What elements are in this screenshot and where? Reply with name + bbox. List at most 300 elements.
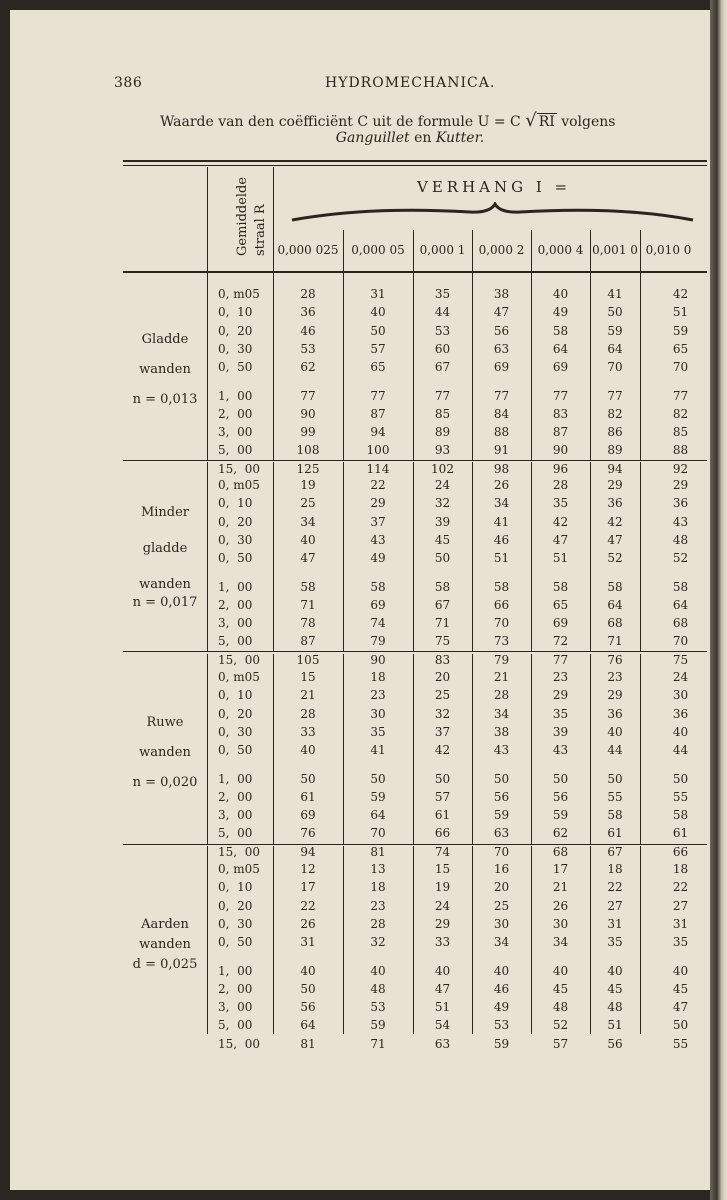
- coefficient-cell: 49: [552, 305, 569, 320]
- coefficient-cell: 25: [434, 688, 451, 703]
- coefficient-cell: 71: [607, 634, 623, 649]
- coefficient-cell: 22: [607, 880, 623, 895]
- running-title: HYDROMECHANICA.: [325, 75, 496, 91]
- coefficient-cell: 54: [434, 1018, 451, 1033]
- coefficient-cell: 71: [370, 1036, 386, 1051]
- coefficient-cell: 79: [370, 634, 386, 649]
- coefficient-cell: 52: [672, 551, 689, 566]
- coefficient-cell: 69: [300, 808, 316, 823]
- radius-value: 3, 00: [218, 808, 253, 823]
- radius-value: 0, m05: [218, 287, 260, 301]
- coefficient-cell: 87: [552, 425, 569, 440]
- coefficient-cell: 29: [370, 496, 386, 511]
- coefficient-cell: 40: [434, 963, 451, 978]
- coefficient-cell: 29: [434, 916, 451, 931]
- coefficient-cell: 24: [672, 670, 689, 684]
- coefficient-cell: 38: [493, 287, 510, 301]
- radius-value: 1, 00: [218, 579, 253, 594]
- coefficient-cell: 38: [493, 724, 510, 739]
- coefficient-cell: 62: [552, 826, 569, 841]
- rule-slope-col-1: [343, 654, 344, 845]
- radius-value: 2, 00: [218, 406, 253, 421]
- coefficient-cell: 59: [493, 808, 510, 823]
- caption-text-before: Waarde van den coëfficiënt C uit de formule U = C: [160, 114, 521, 130]
- coefficient-cell: 89: [434, 425, 451, 440]
- coefficient-cell: 90: [370, 652, 386, 667]
- coefficient-cell: 70: [607, 360, 623, 375]
- caption-and: en: [414, 130, 432, 146]
- coefficient-cell: 61: [672, 826, 689, 841]
- coefficient-cell: 22: [370, 478, 386, 492]
- coefficient-cell: 20: [434, 670, 451, 684]
- coefficient-cell: 40: [300, 743, 316, 758]
- radius-value: 0, 50: [218, 935, 253, 950]
- coefficient-cell: 63: [493, 826, 510, 841]
- coefficient-cell: 40: [552, 963, 569, 978]
- radius-value: 0, 50: [218, 360, 253, 375]
- coefficient-cell: 49: [493, 1000, 510, 1015]
- coefficient-cell: 58: [493, 579, 510, 594]
- coefficient-cell: 18: [370, 670, 386, 684]
- coefficient-cell: 114: [366, 461, 390, 476]
- coefficient-cell: 40: [672, 963, 689, 978]
- coefficient-cell: 77: [493, 388, 510, 403]
- coefficient-cell: 60: [434, 341, 451, 356]
- group-4-label-line: wanden: [139, 937, 191, 952]
- radius-value: 1, 00: [218, 388, 253, 403]
- rule-slope-head-4: [531, 230, 532, 271]
- coefficient-cell: 28: [493, 688, 510, 703]
- coefficient-cell: 59: [370, 1018, 386, 1033]
- group-1-label-line: n = 0,013: [132, 392, 198, 407]
- coefficient-cell: 26: [552, 898, 569, 913]
- coefficient-cell: 47: [434, 981, 451, 996]
- coefficient-cell: 53: [370, 1000, 386, 1015]
- slope-header-3: 0,000 1: [419, 243, 466, 257]
- coefficient-cell: 40: [300, 963, 316, 978]
- coefficient-cell: 50: [672, 771, 689, 786]
- coefficient-cell: 78: [300, 616, 316, 631]
- coefficient-cell: 64: [607, 341, 623, 356]
- coefficient-cell: 39: [552, 724, 569, 739]
- coefficient-cell: 20: [493, 880, 510, 895]
- coefficient-cell: 25: [493, 898, 510, 913]
- coefficient-cell: 23: [370, 688, 386, 703]
- coefficient-cell: 58: [552, 323, 569, 338]
- coefficient-cell: 82: [672, 406, 689, 421]
- coefficient-cell: 58: [607, 808, 623, 823]
- coefficient-cell: 59: [493, 1036, 510, 1051]
- coefficient-cell: 87: [300, 634, 316, 649]
- coefficient-cell: 77: [552, 388, 569, 403]
- coefficient-cell: 19: [434, 880, 451, 895]
- coefficient-cell: 94: [370, 425, 386, 440]
- coefficient-cell: 48: [672, 532, 689, 547]
- rule-radius-col: [273, 462, 274, 652]
- coefficient-cell: 67: [434, 597, 451, 612]
- coefficient-cell: 50: [300, 771, 316, 786]
- radius-value: 15, 00: [218, 461, 260, 476]
- coefficient-cell: 99: [300, 425, 316, 440]
- rule-slope-col-1: [343, 462, 344, 652]
- coefficient-cell: 43: [672, 514, 689, 529]
- coefficient-cell: 50: [300, 981, 316, 996]
- coefficient-cell: 49: [370, 551, 386, 566]
- coefficient-cell: 33: [434, 935, 451, 950]
- coefficient-cell: 25: [300, 496, 316, 511]
- coefficient-cell: 81: [300, 1036, 316, 1051]
- coefficient-cell: 86: [607, 425, 623, 440]
- radius-value: 0, m05: [218, 670, 260, 684]
- coefficient-cell: 51: [672, 305, 689, 320]
- coefficient-cell: 13: [370, 862, 386, 876]
- coefficient-cell: 64: [300, 1018, 316, 1033]
- coefficient-cell: 45: [552, 981, 569, 996]
- coefficient-cell: 77: [434, 388, 451, 403]
- coefficient-cell: 66: [672, 844, 689, 859]
- coefficient-cell: 29: [607, 478, 623, 492]
- book-page: [10, 10, 710, 1190]
- coefficient-cell: 47: [552, 532, 569, 547]
- coefficient-cell: 22: [300, 898, 316, 913]
- table-top-rule-thin: [123, 165, 707, 166]
- coefficient-cell: 31: [370, 287, 386, 301]
- group-3-label-line: n = 0,020: [132, 775, 198, 790]
- coefficient-cell: 40: [552, 287, 569, 301]
- coefficient-cell: 15: [434, 862, 451, 876]
- coefficient-cell: 29: [607, 688, 623, 703]
- coefficient-cell: 28: [370, 916, 386, 931]
- group-2-label-line: Minder: [140, 505, 190, 520]
- coefficient-cell: 61: [434, 808, 451, 823]
- coefficient-cell: 75: [672, 652, 689, 667]
- coefficient-cell: 41: [370, 743, 386, 758]
- coefficient-cell: 28: [300, 706, 316, 721]
- coefficient-cell: 45: [607, 981, 623, 996]
- coefficient-cell: 32: [370, 935, 386, 950]
- slope-header-5: 0,000 4: [537, 243, 584, 257]
- coefficient-cell: 34: [552, 935, 569, 950]
- coefficient-cell: 47: [493, 305, 510, 320]
- coefficient-cell: 83: [434, 652, 451, 667]
- coefficient-cell: 22: [672, 880, 689, 895]
- coefficient-cell: 51: [493, 551, 510, 566]
- coefficient-cell: 73: [493, 634, 510, 649]
- radius-value: 15, 00: [218, 1036, 260, 1051]
- rule-radius-col-head: [273, 167, 274, 271]
- coefficient-cell: 102: [431, 461, 454, 476]
- coefficient-cell: 69: [493, 360, 510, 375]
- coefficient-cell: 50: [434, 771, 451, 786]
- group-1-label-line: Gladde: [141, 332, 189, 347]
- coefficient-cell: 72: [552, 634, 569, 649]
- coefficient-cell: 36: [672, 706, 689, 721]
- header-brace: [290, 202, 695, 224]
- coefficient-cell: 50: [552, 771, 569, 786]
- coefficient-cell: 56: [493, 789, 510, 804]
- coefficient-cell: 50: [370, 323, 386, 338]
- coefficient-cell: 59: [607, 323, 623, 338]
- coefficient-cell: 58: [607, 579, 623, 594]
- coefficient-cell: 40: [493, 963, 510, 978]
- radius-value: 1, 00: [218, 771, 253, 786]
- coefficient-cell: 94: [607, 461, 623, 476]
- book-spine-edge: [710, 0, 727, 1200]
- coefficient-cell: 98: [493, 461, 510, 476]
- coefficient-cell: 87: [370, 406, 386, 421]
- rule-slope-head-2: [413, 230, 414, 271]
- coefficient-cell: 12: [300, 862, 316, 876]
- coefficient-cell: 35: [434, 287, 451, 301]
- coefficient-cell: 96: [552, 461, 569, 476]
- radius-value: 0, 20: [218, 514, 253, 529]
- coefficient-cell: 58: [300, 579, 316, 594]
- coefficient-cell: 43: [370, 532, 386, 547]
- coefficient-cell: 47: [300, 551, 316, 566]
- slope-header-1: 0,000 025: [277, 243, 339, 257]
- coefficient-cell: 50: [672, 1018, 689, 1033]
- coefficient-cell: 17: [300, 880, 316, 895]
- coefficient-cell: 52: [607, 551, 623, 566]
- coefficient-cell: 94: [300, 844, 316, 859]
- coefficient-cell: 76: [300, 826, 316, 841]
- coefficient-cell: 44: [434, 305, 451, 320]
- coefficient-cell: 42: [434, 743, 451, 758]
- radius-value: 5, 00: [218, 634, 253, 649]
- coefficient-cell: 57: [370, 341, 386, 356]
- radius-value: 5, 00: [218, 826, 253, 841]
- coefficient-cell: 31: [607, 916, 623, 931]
- coefficient-cell: 36: [672, 496, 689, 511]
- coefficient-cell: 37: [434, 724, 451, 739]
- coefficient-cell: 34: [493, 496, 510, 511]
- coefficient-cell: 30: [370, 706, 386, 721]
- coefficient-cell: 50: [434, 551, 451, 566]
- radius-header-line-2: straal R: [253, 204, 268, 256]
- caption-author-a: Ganguillet: [335, 130, 410, 146]
- coefficient-cell: 64: [672, 597, 689, 612]
- coefficient-cell: 28: [552, 478, 569, 492]
- coefficient-cell: 44: [672, 743, 689, 758]
- radius-value: 3, 00: [218, 616, 253, 631]
- coefficient-cell: 56: [493, 323, 510, 338]
- coefficient-cell: 50: [370, 771, 386, 786]
- coefficient-cell: 19: [300, 478, 316, 492]
- coefficient-cell: 59: [370, 789, 386, 804]
- coefficient-cell: 67: [607, 844, 623, 859]
- coefficient-cell: 45: [434, 532, 451, 547]
- coefficient-cell: 35: [370, 724, 386, 739]
- group-2-label-line: gladde: [142, 541, 188, 556]
- coefficient-cell: 74: [434, 844, 451, 859]
- coefficient-cell: 43: [552, 743, 569, 758]
- coefficient-cell: 65: [552, 597, 569, 612]
- coefficient-cell: 77: [607, 388, 623, 403]
- rule-slope-head-5: [590, 230, 591, 271]
- coefficient-cell: 81: [370, 844, 386, 859]
- coefficient-cell: 55: [607, 789, 623, 804]
- coefficient-cell: 39: [434, 514, 451, 529]
- coefficient-cell: 29: [672, 478, 689, 492]
- coefficient-cell: 23: [607, 670, 623, 684]
- coefficient-cell: 40: [370, 963, 386, 978]
- slope-header-2: 0,000 05: [351, 243, 405, 257]
- radius-header-line-1: Gemiddelde: [235, 176, 250, 256]
- coefficient-cell: 71: [434, 616, 451, 631]
- coefficient-cell: 90: [300, 406, 316, 421]
- coefficient-cell: 56: [300, 1000, 316, 1015]
- coefficient-cell: 21: [493, 670, 510, 684]
- radius-value: 1, 00: [218, 963, 253, 978]
- rule-label-col-head: [207, 167, 208, 271]
- coefficient-cell: 58: [434, 579, 451, 594]
- coefficient-cell: 37: [370, 514, 386, 529]
- coefficient-cell: 108: [296, 443, 320, 458]
- group-3-label-line: Ruwe: [146, 715, 184, 730]
- coefficient-cell: 55: [672, 789, 689, 804]
- coefficient-cell: 77: [672, 388, 689, 403]
- coefficient-cell: 36: [607, 496, 623, 511]
- table-header-rule: [123, 271, 707, 273]
- coefficient-cell: 46: [493, 981, 510, 996]
- coefficient-cell: 24: [434, 478, 451, 492]
- coefficient-cell: 66: [434, 826, 451, 841]
- coefficient-cell: 66: [493, 597, 510, 612]
- sqrt-expression: √ RI: [525, 110, 555, 131]
- radius-value: 0, 10: [218, 688, 253, 703]
- group-1-label-line: wanden: [139, 362, 191, 377]
- coefficient-cell: 65: [370, 360, 386, 375]
- coefficient-cell: 17: [552, 862, 569, 876]
- coefficient-cell: 40: [607, 724, 623, 739]
- coefficient-cell: 41: [493, 514, 510, 529]
- coefficient-cell: 40: [607, 963, 623, 978]
- caption-text-after: volgens: [561, 114, 616, 130]
- radius-value: 2, 00: [218, 789, 253, 804]
- coefficient-cell: 88: [493, 425, 510, 440]
- coefficient-cell: 68: [607, 616, 623, 631]
- coefficient-cell: 70: [672, 634, 689, 649]
- coefficient-cell: 70: [672, 360, 689, 375]
- radius-column-header: [217, 168, 277, 268]
- coefficient-cell: 71: [300, 597, 316, 612]
- coefficient-cell: 69: [552, 360, 569, 375]
- coefficient-cell: 21: [300, 688, 316, 703]
- coefficient-cell: 26: [300, 916, 316, 931]
- coefficient-cell: 35: [672, 935, 689, 950]
- rule-slope-col-1: [343, 271, 344, 461]
- coefficient-cell: 53: [493, 1018, 510, 1033]
- rule-slope-head-3: [472, 230, 473, 271]
- coefficient-cell: 64: [552, 341, 569, 356]
- radius-value: 3, 00: [218, 1000, 253, 1015]
- radius-value: 0, 20: [218, 898, 253, 913]
- radius-value: 0, 10: [218, 305, 253, 320]
- coefficient-cell: 57: [552, 1036, 569, 1051]
- caption-author-b: Kutter.: [435, 130, 485, 146]
- coefficient-cell: 63: [434, 1036, 451, 1051]
- coefficient-cell: 69: [370, 597, 386, 612]
- coefficient-cell: 35: [552, 496, 569, 511]
- coefficient-cell: 56: [552, 789, 569, 804]
- coefficient-cell: 47: [607, 532, 623, 547]
- coefficient-cell: 42: [672, 287, 689, 301]
- coefficient-cell: 32: [434, 706, 451, 721]
- rule-radius-col: [273, 654, 274, 845]
- coefficient-cell: 15: [300, 670, 316, 684]
- coefficient-cell: 40: [300, 532, 316, 547]
- radius-value: 5, 00: [218, 443, 253, 458]
- coefficient-cell: 70: [493, 844, 510, 859]
- coefficient-cell: 56: [607, 1036, 623, 1051]
- slope-header-4: 0,000 2: [478, 243, 525, 257]
- coefficient-cell: 16: [493, 862, 510, 876]
- coefficient-cell: 34: [493, 935, 510, 950]
- radius-value: 0, 30: [218, 724, 253, 739]
- coefficient-cell: 64: [607, 597, 623, 612]
- coefficient-cell: 68: [552, 844, 569, 859]
- radius-value: 0, 10: [218, 496, 253, 511]
- rule-label-col: [207, 462, 208, 652]
- radius-value: 0, 20: [218, 706, 253, 721]
- coefficient-cell: 36: [607, 706, 623, 721]
- coefficient-cell: 77: [300, 388, 316, 403]
- coefficient-cell: 59: [672, 323, 689, 338]
- radius-value: 0, 30: [218, 532, 253, 547]
- coefficient-cell: 68: [672, 616, 689, 631]
- coefficient-cell: 90: [552, 443, 569, 458]
- coefficient-cell: 23: [370, 898, 386, 913]
- coefficient-cell: 69: [552, 616, 569, 631]
- group-3-label-line: wanden: [139, 745, 191, 760]
- radius-value: 0, 10: [218, 880, 253, 895]
- coefficient-cell: 27: [607, 898, 623, 913]
- coefficient-cell: 83: [552, 406, 569, 421]
- coefficient-cell: 48: [607, 1000, 623, 1015]
- rule-radius-col: [273, 846, 274, 1034]
- radius-value: 15, 00: [218, 844, 260, 859]
- caption-line-2: [160, 130, 660, 146]
- coefficient-cell: 63: [493, 341, 510, 356]
- group-4-label-line: d = 0,025: [132, 957, 198, 972]
- slope-header: VERHANG I =: [417, 178, 572, 196]
- coefficient-cell: 23: [552, 670, 569, 684]
- radius-value: 0, 50: [218, 743, 253, 758]
- rule-radius-col: [273, 271, 274, 461]
- coefficient-cell: 59: [552, 808, 569, 823]
- coefficient-cell: 50: [607, 771, 623, 786]
- coefficient-cell: 65: [672, 341, 689, 356]
- coefficient-cell: 58: [672, 579, 689, 594]
- coefficient-cell: 58: [370, 579, 386, 594]
- slope-header-7: 0,010 0: [645, 243, 692, 257]
- coefficient-cell: 29: [552, 688, 569, 703]
- coefficient-cell: 18: [672, 862, 689, 876]
- coefficient-cell: 46: [493, 532, 510, 547]
- coefficient-cell: 31: [300, 935, 316, 950]
- coefficient-cell: 61: [300, 789, 316, 804]
- coefficient-cell: 62: [300, 360, 316, 375]
- radius-value: 0, m05: [218, 478, 260, 492]
- coefficient-cell: 89: [607, 443, 623, 458]
- coefficient-cell: 79: [493, 652, 510, 667]
- coefficient-cell: 21: [552, 880, 569, 895]
- coefficient-cell: 26: [493, 478, 510, 492]
- coefficient-cell: 28: [300, 287, 316, 301]
- coefficient-cell: 48: [552, 1000, 569, 1015]
- coefficient-cell: 45: [672, 981, 689, 996]
- coefficient-cell: 41: [607, 287, 623, 301]
